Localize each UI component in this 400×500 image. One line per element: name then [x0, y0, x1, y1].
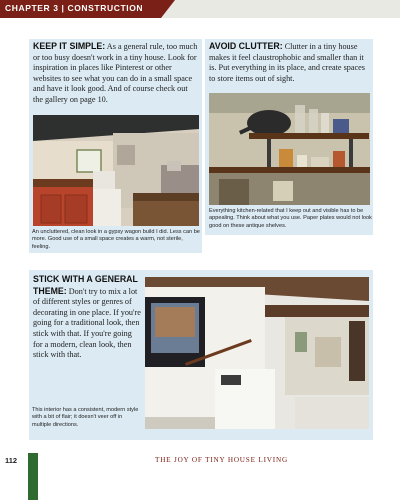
keep-simple-body: As a general rule, too much or too busy doesn't work in a tiny house. Look for inspiration in places like Pinterest or other websites to see what you can do in a small space and have it look good. And of course check out the gallery on page 10.	[33, 42, 198, 104]
keep-simple-text	[33, 41, 199, 106]
chapter-label: CHAPTER 3 | CONSTRUCTION	[5, 3, 144, 13]
keep-simple-heading: KEEP IT SIMPLE:	[33, 41, 106, 51]
page-number: 112	[5, 456, 18, 465]
avoid-clutter-heading: AVOID CLUTTER:	[209, 41, 283, 51]
general-theme-body: Don't try to mix a lot of different styles or genres of decorating in one place. If you're going for a traditional look, then stick with that. If you're going for a modern, clean look, then stick with that.	[33, 286, 141, 360]
modern-interior-photo	[145, 277, 369, 429]
general-theme-heading: STICK WITH A GENERAL THEME:	[33, 274, 138, 296]
general-theme-text	[33, 274, 141, 361]
avoid-clutter-caption: Everything kitchen-related that I keep out and visible has to be appealing. Think about what you use. Paper plates would not look good on these antique shelves.	[209, 208, 372, 229]
footer-green-bar	[28, 453, 38, 500]
running-title: THE JOY OF TINY HOUSE LIVING	[155, 456, 288, 464]
kitchen-shelves-photo	[209, 93, 370, 205]
avoid-clutter-body: Clutter in a tiny house makes it feel claustrophobic and smaller than it is. Put everything in its place, and create spaces to store items out of sight.	[209, 42, 365, 83]
gypsy-wagon-photo	[33, 115, 199, 226]
general-theme-caption: This interior has a consistent, modern style with a bit of flair; it doesn't veer off in multiple directions.	[32, 407, 139, 428]
keep-simple-caption: An uncluttered, clean look in a gypsy wagon build I did. Less can be more. Good use of a small space creates a warm, not sterile, feeling.	[32, 229, 200, 250]
avoid-clutter-text	[209, 41, 371, 84]
